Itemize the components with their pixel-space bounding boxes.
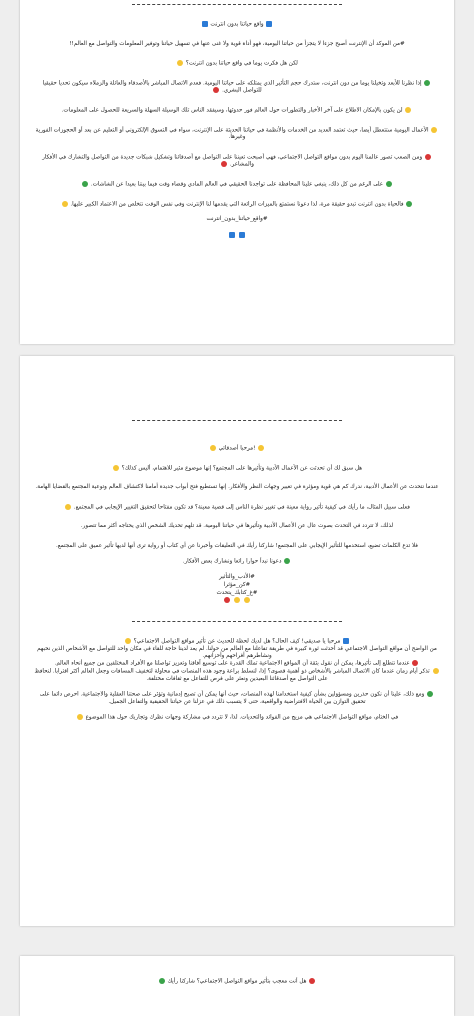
globe-icon: [406, 201, 412, 207]
sparkles-icon: [258, 445, 264, 451]
post-title: واقع حياتنا بدون انترنت: [34, 21, 440, 29]
heart-icon: [309, 978, 315, 984]
speech-bubble-icon: [159, 978, 165, 984]
document-page-3: [20, 956, 454, 1016]
laptop-icon: [229, 232, 235, 238]
star-icon: [210, 445, 216, 451]
smile-icon: [113, 465, 119, 471]
hashtag: #واقع_حياتنا_بدون_انترنت: [206, 216, 268, 223]
document-page-2: [20, 356, 454, 926]
heart-icon: [213, 87, 219, 93]
emoji-row: [34, 597, 440, 605]
paragraph: عندما نتحدث عن الأعمال الأدبية، ندرك كم هي قوية ومؤثرة في تغيير وجهات النظر والأفكار. إنها تستطيع فتح أبواب جديدة أمامنا لاكتشاف العالم وتوعية المجتمع بالقضايا الهامة.: [35, 484, 439, 491]
paragraph: في الختام، مواقع التواصل الاجتماعي هي مزيج من الفوائد والتحديات. لذا، لا تتردد في مشاركة وجهات نظرك وتجاربك حول هذا الموضوع: [34, 714, 440, 722]
paragraph: هل أنت معجب بتأثير مواقع التواصل الاجتماعي؟ شاركنا رأيك: [34, 978, 440, 986]
speech-bubble-icon: [284, 558, 290, 564]
paragraph: ومع ذلك، علينا أن نكون حذرين ومسؤولين بشأن كيفية استخدامنا لهذه المنصات، حيث أنها يمكن أن تصبح إدمانية وتؤثر على صحتنا العقلية والاجتماعية. احرص دائما على تحقيق التوازن بين الحياة الافتراضية والواقعية، حتى لا يتسبب ذلك في عزلنا عن حياتنا الحقيقية والتفاعل الجميل.: [34, 691, 440, 706]
paragraph: دعونا نبدأ حوارا رائعا ونشارك بعض الأفكار.: [34, 558, 440, 566]
smile-icon: [62, 201, 68, 207]
worried-face-icon: [431, 127, 437, 133]
paragraph: على الرغم من كل ذلك، ينبغي علينا المحافظة على تواجدنا الحقيقي في العالم المادي وقضاء وقت فيما بيننا بعيدا عن الشاشات.: [34, 181, 440, 189]
chart-icon: [425, 154, 431, 160]
lightbulb-icon: [405, 107, 411, 113]
people-icon: [386, 181, 392, 187]
muscle-icon: [65, 504, 71, 510]
hashtag: #غ_كتابك_يتحدث: [216, 590, 258, 597]
paragraph: إذا نظرنا للأبعد وتخيلنا يوما من دون انترنت، ستدرك حجم التأثير الذي يمتلكه على حياتنا اليومية. فعدم الاتصال المباشر بالأصدقاء والعائلة والزملاء سيكون تحديا حقيقيا للتواصل البشري.: [34, 80, 440, 95]
paragraph: فعلى سبيل المثال، ما رأيك في كيفية تأثير رواية معينة في تغيير نظرة الناس إلى قضية معينة؟ قد تكون مفتاحا لتحقيق التغيير الإيجابي في المجتمع.: [34, 504, 440, 512]
star-icon: [77, 714, 83, 720]
phone-icon: [266, 21, 272, 27]
paragraph: هل سبق لك أن تحدثت عن الأعمال الأدبية وتأثيرها على المجتمع؟ إنها موضوع مثير للاهتمام، أليس كذلك؟: [34, 465, 440, 473]
paragraph: تذكر أيام زمان عندما كان الاتصال المباشر بالأشخاص ذو أهمية قصوى؟ إذا، لنسلط براعة وجود هذه المنصات في محاولة لتخفيف المسافات وجعل العالم أكثر اقترابا. لنحافظ على التواصل مع أصدقائنا البعيدين ونعثر على فرص للتفاعل مع ثقافات مختلفة.: [34, 668, 440, 683]
paragraph: فلا تدع الكلمات تضيع، استخدمها للتأثير الإيجابي على المجتمع! شاركنا رأيك في التعليقات وأخبرنا عن أي كتاب أو رواية ترى أنها لديها تأثير عميق على المجتمع.: [56, 542, 418, 549]
heart-icon: [221, 161, 227, 167]
paragraph: عندما نتطلع إلى تأثيرها، يمكن أن نقول بثقة أن المواقع الاجتماعية تملك القدرة على توسيع آفاقنا وتعزيز تواصلنا مع الأفراد المختلفين من جميع أنحاء العالم.: [34, 660, 440, 668]
paragraph: ومن الصعب تصور عالمنا اليوم بدون مواقع التواصل الاجتماعي، فهي أصبحت تعيننا على التواصل مع أصدقائنا وتشكيل شبكات جديدة من التواصل والتشارك في الأفكار والمشاعر.: [34, 154, 440, 169]
paragraph: مرحبا يا صديقي! كيف الحال؟ هل لديك لحظة للحديث عن تأثير مواقع التواصل الاجتماعي؟: [34, 638, 440, 646]
book-icon: [224, 597, 230, 603]
document-page-1: [20, 0, 454, 344]
hashtag: #الأدب_والتأثير: [219, 574, 255, 581]
thinking-face-icon: [177, 60, 183, 66]
phone-icon: [239, 232, 245, 238]
phone-icon: [343, 638, 349, 644]
paragraph: فالحياة بدون انترنت تبدو حقيقة مرة، لذا دعونا نستمتع بالميزات الرائعة التي يقدمها لنا الإنترنت وفي نفس الوقت نتخلص من الاعتماد الكبير عليها.: [34, 201, 440, 209]
star-icon: [244, 597, 250, 603]
paragraph: لكن هل فكرت يوما في واقع حياتنا بدون انترنت؟: [34, 60, 440, 68]
globe-icon: [424, 80, 430, 86]
globe-icon: [427, 691, 433, 697]
wave-icon: [433, 668, 439, 674]
heart-icon: [412, 660, 418, 666]
hashtag: #كن_مؤثرا: [223, 582, 251, 589]
paragraph: لن يكون بالإمكان الاطلاع على آخر الأخبار والتطورات حول العالم فور حدوثها، وسيفقد الناس تلك الوسيلة السهلة والسريعة للحصول على المعلومات.: [34, 107, 440, 115]
greeting: !مرحبا أصدقائي: [34, 445, 440, 453]
paragraph: #من الموكد أن الإنترنت أصبح جزءا لا يتجزأ من حياتنا اليومية، فهو أداة قوية ولا غنى عنها في تسهيل حياتنا وتوفير المعلومات والتواصل مع العالم!!: [69, 40, 405, 47]
emoji-row: [34, 232, 440, 240]
earth-icon: [82, 181, 88, 187]
laptop-icon: [202, 21, 208, 27]
sparkles-icon: [234, 597, 240, 603]
paragraph: من الواضح أن مواقع التواصل الاجتماعي قد أحدثت ثورة كبيرة في طريقة تفاعلنا مع العالم من حولنا. لم يعد لدينا حاجة للقاء في مكان واحد للتواصل مع الأشخاص الذين نحبهم ونشاطرهم أفراحهم وأحزانهم.: [37, 645, 437, 660]
sparkles-icon: [125, 638, 131, 644]
hashtags: [34, 573, 440, 597]
paragraph: لذلك، لا تتردد في التحدث بصوت عال عن الأعمال الأدبية وتأثيرها في حياتنا اليومية. قد تلهم تحديك الشخص الذي يحتاجه أكثر مما تتصور.: [80, 523, 394, 530]
paragraph: الأعمال اليومية ستتعطل أيضا، حيث تعتمد العديد من الخدمات والأنظمة في حياتنا الحديثة على الإنترنت، سواء في التسوق الإلكتروني أو التعليم عن بعد أو الحجوزات الفورية وغيرها.: [34, 127, 440, 142]
